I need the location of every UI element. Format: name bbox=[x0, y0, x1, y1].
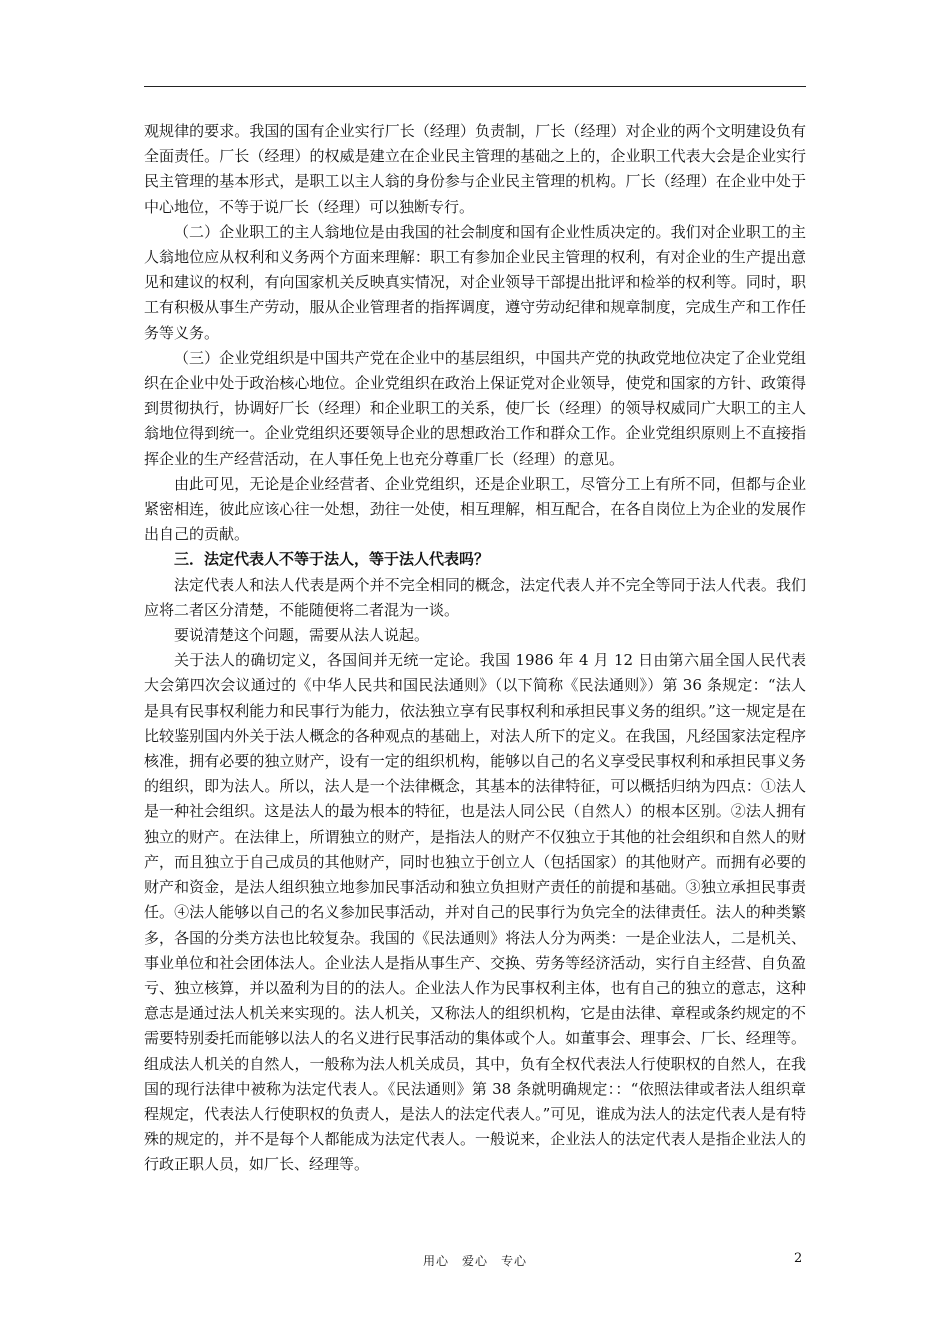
paragraph-workers-status: （二）企业职工的主人翁地位是由我国的社会制度和国有企业性质决定的。我们对企业职工的主人翁地位应从权利和义务两个方面来理解：职工有参加企业民主管理的权利，有对企业的生产提出意见和建议的权利，有向国家机关反映真实情况，对企业领导干部提出批评和检举的权利等。同时，职工有积极从事生产劳动，服从企业管理者的指挥调度，遵守劳动纪律和规章制度，完成生产和工作任务等义务。 bbox=[144, 222, 806, 342]
paragraph-intro-legal-person: 要说清楚这个问题，需要从法人说起。 bbox=[174, 626, 430, 645]
section-heading: 三．法定代表人不等于法人，等于法人代表吗？ bbox=[174, 550, 490, 569]
page-number: 2 bbox=[794, 1251, 803, 1266]
paragraph-concept-difference: 法定代表人和法人代表是两个并不完全相同的概念，法定代表人并不完全等同于法人代表。我们应将二者区分清楚，不能随便将二者混为一谈。 bbox=[144, 575, 806, 619]
paragraph-legal-person-definition: 关于法人的确切定义，各国间并无统一定论。我国 1986 年 4 月 12 日由第六届全国人民代表大会第四次会议通过的《中华人民共和国民法通则》（以下简称《民法通则》）第 36 条规定：“法人是具有民事权利能力和民事行为能力，依法独立享有民事权利和承担民事义务的组织。”这一规定是在比较鉴别国内外关于法人概念的各种观点的基础上，对法人所下的定义。在我国，凡经国家法定程序核准，拥有必要的独立财产，设有一定的组织机构，能够以自己的名义享受民事权利和承担民事义务的组织，即为法人。所以，法人是一个法律概念，其基本的法律特征，可以概括归纳为四点：①法人是一种社会组织。这是法人的最为根本的特征，也是法人同公民（自然人）的根本区别。②法人拥有独立的财产。在法律上，所谓独立的财产，是指法人的财产不仅独立于其他的社会组织和自然人的财产，而且独立于自己成员的其他财产，同时也独立于创立人（包括国家）的其他财产。而拥有必要的财产和资金，是法人组织独立地参加民事活动和独立负担财产责任的前提和基础。③独立承担民事责任。④法人能够以自己的名义参加民事活动，并对自己的民事行为负完全的法律责任。法人的种类繁多，各国的分类方法也比较复杂。我国的《民法通则》将法人分为两类：一是企业法人，二是机关、事业单位和社会团体法人。企业法人是指从事生产、交换、劳务等经济活动，实行自主经营、自负盈亏、独立核算，并以盈利为目的的法人。企业法人作为民事权利主体，也有自己的独立的意志，这种意志是通过法人机关来实现的。法人机关，又称法人的组织机构，它是由法律、章程或条约规定的不需要特别委托而能够以法人的名义进行民事活动的集体或个人。如董事会、理事会、厂长、经理等。组成法人机关的自然人，一般称为法人机关成员，其中，负有全权代表法人行使职权的自然人，在我国的现行法律中被称为法定代表人。《民法通则》第 38 条就明确规定：：“依照法律或者法人组织章程规定，代表法人行使职权的负责人，是法人的法定代表人。”可见，谁成为法人的法定代表人是有特殊的规定的，并不是每个人都能成为法定代表人。一般说来，企业法人的法定代表人是指企业法人的行政正职人员，如厂长、经理等。 bbox=[144, 651, 806, 1174]
paragraph-party-organization: （三）企业党组织是中国共产党在企业中的基层组织，中国共产党的执政党地位决定了企业党组织在企业中处于政治核心地位。企业党组织在政治上保证党对企业领导，使党和国家的方针、政策得到贯彻执行，协调好厂长（经理）和企业职工的关系，使厂长（经理）的领导权威同广大职工的主人翁地位得到统一。企业党组织还要领导企业的思想政治工作和群众工作。企业党组织原则上不直接指挥企业的生产经营活动，在人事任免上也充分尊重厂长（经理）的意见。 bbox=[144, 348, 806, 468]
header-rule bbox=[144, 86, 806, 87]
footer-slogan: 用心 爱心 专心 bbox=[422, 1254, 527, 1268]
paragraph-continuation: 观规律的要求。我国的国有企业实行厂长（经理）负责制，厂长（经理）对企业的两个文明建设负有全面责任。厂长（经理）的权威是建立在企业民主管理的基础之上的，企业职工代表大会是企业实行民主管理的基本形式，是职工以主人翁的身份参与企业民主管理的机构。厂长（经理）在企业中处于中心地位，不等于说厂长（经理）可以独断专行。 bbox=[144, 122, 806, 216]
page-body bbox=[144, 119, 806, 1178]
paragraph-conclusion: 由此可见，无论是企业经营者、企业党组织，还是企业职工，尽管分工上有所不同，但都与企业紧密相连，彼此应该心往一处想，劲往一处使，相互理解，相互配合，在各自岗位上为企业的发展作出自己的贡献。 bbox=[144, 474, 806, 544]
